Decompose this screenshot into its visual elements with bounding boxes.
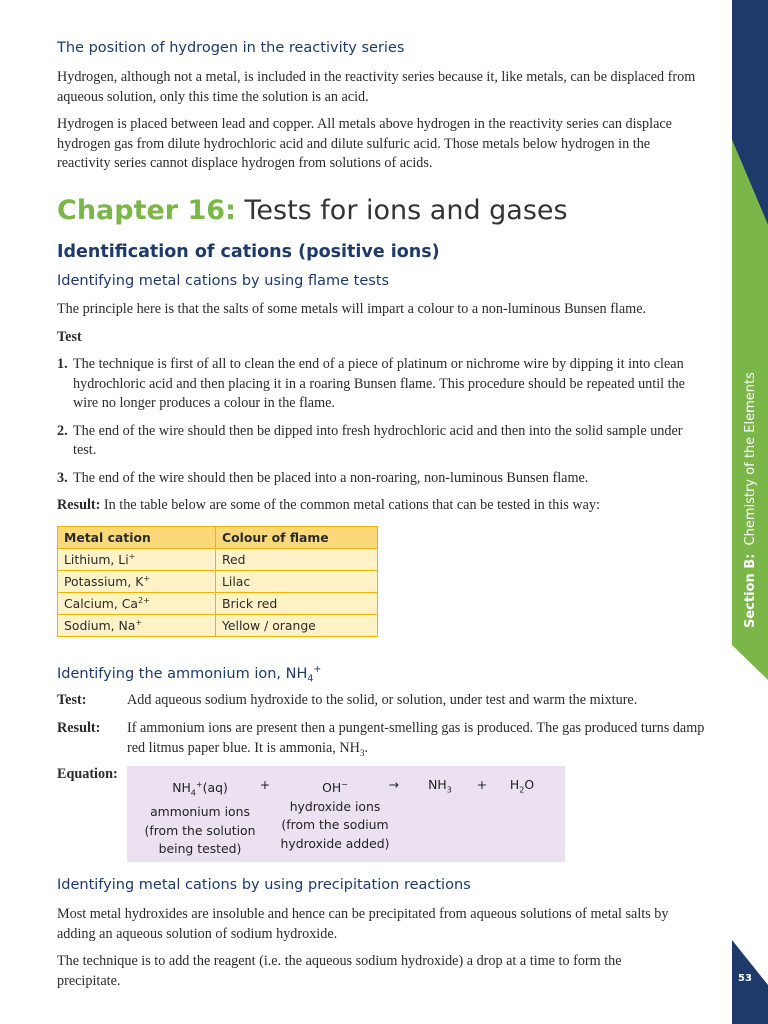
equation-reactant-ammonium: $NH_4^+(aq)$ ammonium ions (from the solution being tested) (144, 780, 256, 857)
test-steps (57, 355, 707, 496)
list-item: 2. The end of the wire should then be dipped into fresh hydrochloric acid and then into the solid sample under test. (57, 422, 683, 458)
equation-product-ammonia: $NH_3$ (428, 777, 452, 795)
paragraph-hydrogen-1: Hydrogen, although not a metal, is included in the reactivity series because it, like metals, can be displaced from aqueous solution, only this time the solution is an acid. (57, 69, 696, 105)
result-line: Result: In the table below are some of the common metal cations that can be tested in this way: (57, 497, 600, 513)
table-header: Metal cation (58, 527, 216, 549)
table-cell: Red (216, 549, 378, 571)
table-cell: Lithium, Li+ (58, 549, 216, 571)
table-row (58, 549, 378, 571)
section-label: Section B: (743, 553, 758, 628)
section-heading-hydrogen: The position of hydrogen in the reactivity series (57, 40, 405, 56)
list-item: 3. The end of the wire should then be placed into a non-roaring, non-luminous Bunsen flame. (57, 469, 589, 486)
list-item: 1. The technique is first of all to clean the end of a piece of platinum or nichrome wire by dipping it into clean hydrochloric acid and then placing it in a roaring Bunsen flame. This procedure should be repeated until the wire no longer produces a colour in the flame. (57, 356, 685, 411)
subheading-ammonium: Identifying the ammonium ion, $NH_4^+$ (57, 664, 322, 685)
table-header-row (58, 527, 378, 549)
table-header: Colour of flame (216, 527, 378, 549)
ammonium-result-text: If ammonium ions are present then a pungent-smelling gas is produced. The gas produced turns damp red litmus paper blue. It is ammonia, $NH_3$. (127, 720, 705, 758)
flame-test-table (57, 526, 378, 637)
table-row (58, 571, 378, 593)
section-sidebar (732, 0, 768, 1024)
table-row (58, 593, 378, 615)
equation-label: Equation: (57, 766, 118, 782)
equation-plus: + (476, 777, 488, 792)
table-cell: Yellow / orange (216, 615, 378, 637)
chapter-title-text: Tests for ions and gases (244, 195, 568, 226)
table-row (58, 615, 378, 637)
table-cell: Calcium, $Ca^{2+}$ (58, 593, 216, 615)
equation-box (127, 766, 565, 862)
paragraph-principle: The principle here is that the salts of some metals will impart a colour to a non-luminous Bunsen flame. (57, 301, 647, 317)
page-number: 53 (738, 973, 752, 984)
paragraph-precipitation-1: Most metal hydroxides are insoluble and hence can be precipitated from aqueous solutions of metal salts by adding an aqueous solution of sodium hydroxide. (57, 906, 669, 942)
table-cell: Sodium, Na+ (58, 615, 216, 637)
ammonium-test-label: Test: (57, 692, 87, 708)
paragraph-hydrogen-2: Hydrogen is placed between lead and copper. All metals above hydrogen in the reactivity series can displace hydrogen gas from dilute hydrochloric acid and dilute sulfuric acid. Those metals below hydrogen in the reactivity series cannot displace hydrogen from solutions of acids. (57, 116, 672, 171)
equation-product-water: $H_2O$ (509, 777, 535, 795)
table-cell: Brick red (216, 593, 378, 615)
section-heading-cations: Identification of cations (positive ions) (57, 242, 440, 262)
subheading-precipitation: Identifying metal cations by using precipitation reactions (57, 877, 471, 893)
equation-arrow: → (388, 777, 400, 792)
table-cell: Potassium, K+ (58, 571, 216, 593)
table-cell: Lilac (216, 571, 378, 593)
chapter-title (57, 195, 568, 226)
svg-text:Section B: Chemistry of (743, 372, 758, 628)
ammonium-test-text: Add aqueous sodium hydroxide to the solid, or solution, under test and warm the mixture. (127, 692, 638, 708)
equation-plus: + (259, 777, 271, 792)
paragraph-precipitation-2: The technique is to add the reagent (i.e. the aqueous sodium hydroxide) a drop at a time to form the precipitate. (57, 953, 622, 989)
sidebar-section-text (743, 372, 758, 628)
section-title: Chemistry of the Elements (743, 372, 758, 546)
subheading-flame-tests: Identifying metal cations by using flame tests (57, 273, 390, 289)
ammonium-result-label: Result: (57, 720, 101, 736)
chapter-number: Chapter 16: (57, 195, 236, 226)
test-label: Test (57, 329, 82, 345)
equation-reactant-hydroxide: OH− hydroxide ions (from the sodium hydroxide added) (280, 780, 390, 851)
